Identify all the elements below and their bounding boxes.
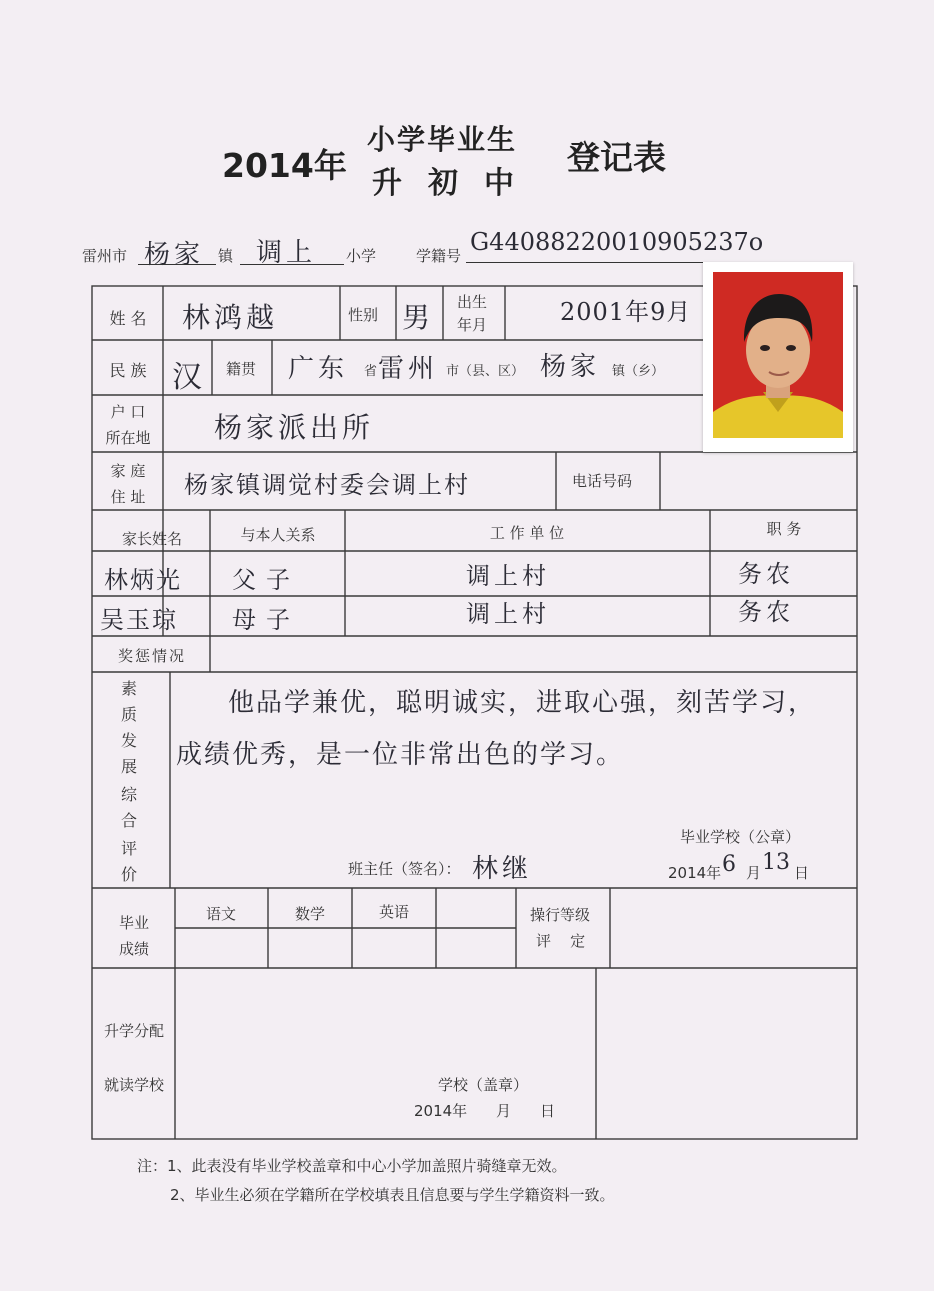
origin-label: 籍贯: [226, 360, 257, 378]
grade-subject-math: 数学: [294, 905, 325, 923]
birth-label-2: 年月: [457, 316, 488, 334]
origin-province: 广东: [288, 354, 349, 384]
hukou-label-1: 户 口: [110, 403, 146, 421]
hukou-value: 杨家派出所: [214, 411, 375, 444]
student-photo: [703, 262, 853, 452]
eval-label-char-2: 质: [120, 705, 137, 724]
note-line-1: 注：1、此表没有毕业学校盖章和中心小学加盖照片骑缝章无效。: [137, 1157, 567, 1175]
portrait-drawing: [713, 272, 843, 438]
form-title-suffix: 登记表: [567, 138, 666, 177]
placement-label-2: 就读学校: [103, 1076, 164, 1094]
placement-date-day: 日: [540, 1102, 556, 1120]
student-id-label: 学籍号: [416, 247, 462, 265]
parents-header-work: 工 作 单 位: [489, 524, 565, 542]
parent-2-job: 务农: [738, 598, 794, 626]
eval-date-month-label: 月: [746, 864, 762, 882]
parent-2-work: 调上村: [466, 600, 550, 628]
city-label: 雷州市: [82, 247, 128, 265]
parent-2-relation: 母子: [232, 606, 300, 634]
eval-label-char-4: 展: [120, 757, 137, 776]
grade-subject-english: 英语: [378, 903, 409, 921]
name-label: 姓 名: [109, 309, 147, 328]
form-title-bottom: 升初中: [372, 166, 540, 201]
address-label-1: 家 庭: [110, 462, 146, 480]
conduct-label-2: 评 定: [536, 932, 586, 950]
eval-seal-label: 毕业学校（公章）: [680, 828, 801, 846]
eval-text-line-1: 他品学兼优，聪明诚实，进取心强，刻苦学习，: [228, 688, 817, 718]
eval-label-char-3: 发: [120, 731, 137, 750]
eval-date-day-label: 日: [794, 864, 810, 882]
eval-label-char-5: 综: [120, 785, 137, 804]
hukou-label-2: 所在地: [105, 429, 151, 447]
origin-city: 雷州: [378, 354, 439, 384]
conduct-label-1: 操行等级: [530, 906, 591, 924]
eval-label-char-1: 素: [120, 679, 137, 698]
ethnic-value: 汉: [172, 360, 206, 395]
awards-label: 奖惩情况: [117, 647, 186, 665]
ethnic-label: 民 族: [109, 361, 147, 380]
form-title-top: 小学毕业生: [367, 123, 518, 156]
form-year: 2014年: [222, 146, 347, 185]
grade-subject-chinese: 语文: [205, 905, 236, 923]
grades-label-1: 毕业: [118, 914, 149, 932]
eval-date-year: 2014年: [668, 864, 722, 882]
parent-2-name: 吴玉琼: [100, 606, 178, 634]
parent-1-job: 务农: [738, 560, 794, 588]
parent-1-work: 调上村: [466, 562, 550, 590]
town-label: 镇: [218, 247, 234, 265]
birth-value: 2001年9月: [560, 298, 692, 326]
school-label: 小学: [346, 247, 377, 265]
placement-label-1: 升学分配: [103, 1022, 164, 1040]
address-value: 杨家镇调觉村委会调上村: [184, 471, 470, 499]
parents-header-job: 职 务: [766, 520, 802, 538]
teacher-label: 班主任（签名）：: [348, 860, 461, 878]
student-id-value: G44088220010905237o: [470, 228, 764, 256]
placement-seal-label: 学校（盖章）: [438, 1076, 529, 1094]
eval-label-char-8: 价: [120, 865, 137, 884]
gender-value: 男: [402, 301, 435, 334]
origin-province-suffix: 省: [364, 364, 378, 379]
eval-text-line-2: 成绩优秀，是一位非常出色的学习。: [176, 740, 625, 770]
photo-portrait: [713, 272, 843, 438]
eval-date-month: 6: [722, 852, 740, 877]
grades-label-2: 成绩: [118, 940, 149, 958]
parents-header-name: 家长姓名: [121, 530, 182, 548]
placement-date-month: 月: [496, 1102, 512, 1120]
eval-label-char-6: 合: [120, 811, 137, 830]
phone-label: 电话号码: [572, 472, 633, 490]
name-value: 林鸿越: [182, 301, 279, 334]
eval-date-day: 13: [762, 850, 790, 875]
parents-header-relation: 与本人关系: [240, 526, 316, 544]
parent-1-relation: 父子: [232, 566, 300, 594]
origin-town: 杨家: [540, 352, 601, 382]
town-value: 杨家: [144, 240, 205, 270]
school-value: 调上: [256, 238, 317, 268]
note-line-2: 2、毕业生必须在学籍所在学校填表且信息要与学生学籍资料一致。: [170, 1186, 615, 1204]
eval-label-char-7: 评: [120, 839, 137, 858]
origin-town-suffix: 镇（乡）: [612, 364, 665, 379]
address-label-2: 住 址: [110, 488, 146, 506]
placement-date-year: 2014年: [414, 1102, 468, 1120]
gender-label: 性别: [348, 306, 379, 324]
birth-label-1: 出生: [457, 293, 488, 311]
parent-1-name: 林炳光: [104, 566, 182, 594]
origin-city-suffix: 市（县、区）: [446, 364, 525, 379]
teacher-signature: 林继: [472, 854, 533, 884]
